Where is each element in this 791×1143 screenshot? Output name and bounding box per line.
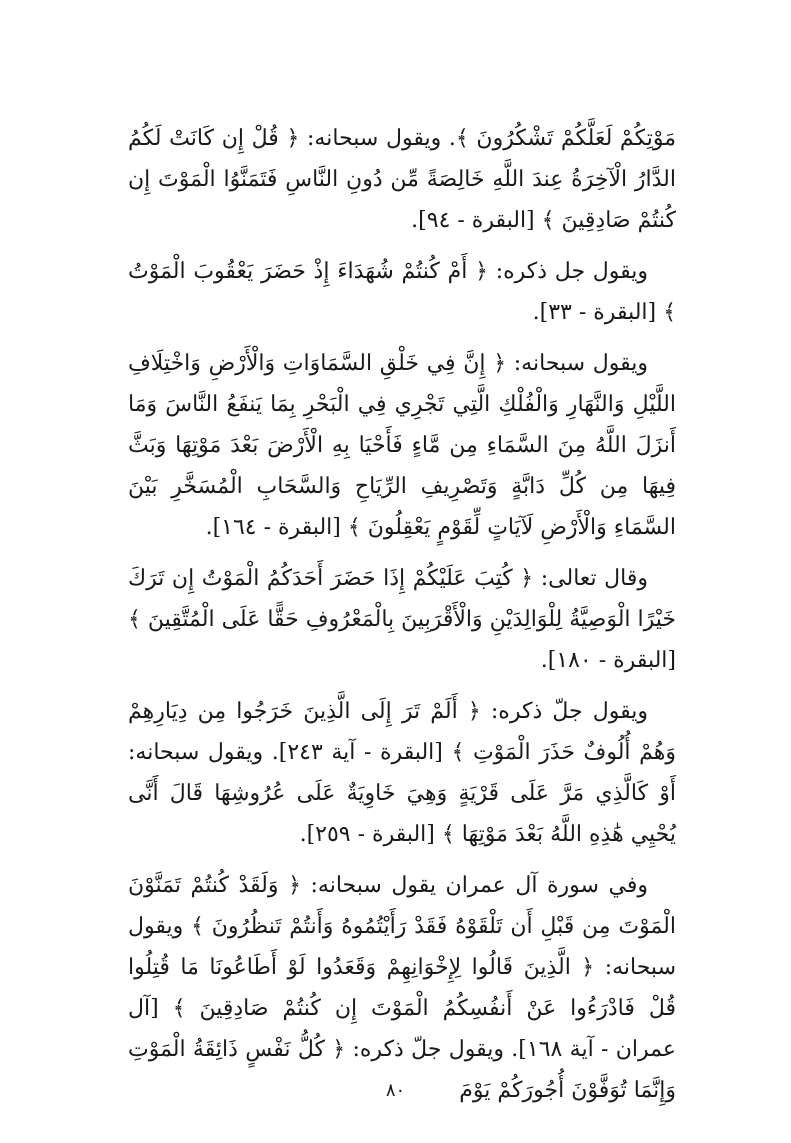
paragraph-4: وقال تعالى: ﴿ كُتِبَ عَلَيْكُمْ إِذَا حَضَرَ أَحَدَكُمُ الْمَوْتُ إِن تَرَكَ خَيْرًا الْوَصِيَّةُ لِلْوَالِدَيْنِ وَالْأَقْرَبِينَ بِالْمَعْرُوفِ حَقًّا عَلَى الْمُتَّقِينَ ﴾ [البقرة - ١٨٠]. — [128, 566, 676, 673]
paragraph-1: مَوْتِكُمْ لَعَلَّكُمْ تَشْكُرُونَ ﴾. ويقول سبحانه: ﴿ قُلْ إِن كَانَتْ لَكُمُ الدَّارُ الْآخِرَةُ عِندَ اللَّهِ خَالِصَةً مِّن دُونِ النَّاسِ فَتَمَنَّوُا الْمَوْتَ إِن كُنتُمْ صَادِقِينَ ﴾ [البقرة - ٩٤]. — [128, 126, 676, 233]
paragraph-5: ويقول جلّ ذكره: ﴿ أَلَمْ تَرَ إِلَى الَّذِينَ خَرَجُوا مِن دِيَارِهِمْ وَهُمْ أُلُوفٌ حَذَرَ الْمَوْتِ ﴾ [البقرة - آية ٢٤٣]. ويقول سبحانه: أَوْ كَالَّذِي مَرَّ عَلَى قَرْيَةٍ وَهِيَ خَاوِيَةٌ عَلَى عُرُوشِهَا قَالَ أَنَّى يُحْيِي هَٰذِهِ اللَّهُ بَعْدَ مَوْتِهَا ﴾ [البقرة - ٢٥٩]. — [128, 699, 676, 847]
paragraph-6: وفي سورة آل عمران يقول سبحانه: ﴿ وَلَقَدْ كُنتُمْ تَمَنَّوْنَ الْمَوْتَ مِن قَبْلِ أَن تَلْقَوْهُ فَقَدْ رَأَيْتُمُوهُ وَأَنتُمْ تَنظُرُونَ ﴾ ويقول سبحانه: ﴿ الَّذِينَ قَالُوا لِإِخْوَانِهِمْ وَقَعَدُوا لَوْ أَطَاعُونَا مَا قُتِلُوا قُلْ فَادْرَءُوا عَنْ أَنفُسِكُمُ الْمَوْتَ إِن كُنتُمْ صَادِقِينَ ﴾ [آل عمران - آية ١٦٨]. ويقول جلّ ذكره: ﴿ كُلُّ نَفْسٍ ذَائِقَةُ الْمَوْتِ وَإِنَّمَا تُوَفَّوْنَ أُجُورَكُمْ يَوْمَ — [128, 873, 677, 1103]
paragraph-2: ويقول جل ذكره: ﴿ أَمْ كُنتُمْ شُهَدَاءَ إِذْ حَضَرَ يَعْقُوبَ الْمَوْتُ ﴾ [البقرة - ٣٣]. — [128, 259, 676, 325]
page-number: ٨٠ — [385, 1080, 406, 1101]
paragraph-3: ويقول سبحانه: ﴿ إِنَّ فِي خَلْقِ السَّمَاوَاتِ وَالْأَرْضِ وَاخْتِلَافِ اللَّيْلِ وَالنَّهَارِ وَالْفُلْكِ الَّتِي تَجْرِي فِي الْبَحْرِ بِمَا يَنفَعُ النَّاسَ وَمَا أَنزَلَ اللَّهُ مِنَ السَّمَاءِ مِن مَّاءٍ فَأَحْيَا بِهِ الْأَرْضَ بَعْدَ مَوْتِهَا وَبَثَّ فِيهَا مِن كُلِّ دَابَّةٍ وَتَصْرِيفِ الرِّيَاحِ وَالسَّحَابِ الْمُسَخَّرِ بَيْنَ السَّمَاءِ وَالْأَرْضِ لَآيَاتٍ لِّقَوْمٍ يَعْقِلُونَ ﴾ [البقرة - ١٦٤]. — [128, 351, 676, 540]
page-body — [128, 118, 676, 1121]
